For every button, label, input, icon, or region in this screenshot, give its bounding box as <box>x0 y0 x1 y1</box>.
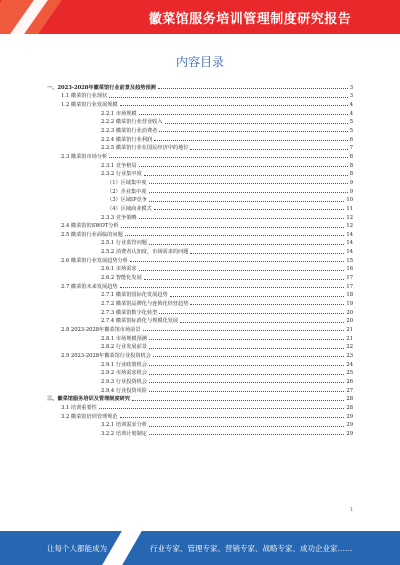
toc-leader-dots <box>109 97 347 98</box>
toc-entry-page: 9 <box>349 188 353 195</box>
toc-entry-label: 2.7.2 徽菜馆品牌化与连锁化经营趋势 <box>101 301 189 308</box>
toc-entry[interactable] <box>47 272 353 281</box>
toc-entry[interactable] <box>47 221 353 230</box>
toc-leader-dots <box>120 287 345 288</box>
toc-entry-label: 2.8.2 行业发展前景 <box>101 344 147 351</box>
toc-leader-dots <box>109 157 347 158</box>
footer-divider <box>102 531 142 565</box>
toc-leader-dots <box>149 201 344 202</box>
toc-leader-dots <box>149 192 348 193</box>
toc-entry[interactable] <box>47 117 353 126</box>
toc-leader-dots <box>158 88 348 89</box>
toc-entry[interactable] <box>47 108 353 117</box>
toc-entry-page: 4 <box>349 101 353 108</box>
toc-entry-label: 2.2.1 市场规模 <box>101 110 137 117</box>
toc-entry-label: 三、徽菜馆服务培训及管理制度研究 <box>47 396 131 403</box>
toc-entry[interactable] <box>47 143 353 152</box>
toc-entry[interactable] <box>47 342 353 351</box>
toc-entry-page: 8 <box>349 153 353 160</box>
toc-entry-label: 3.2 徽菜馆培训管理规范 <box>61 413 118 420</box>
toc-entry-page: 12 <box>346 214 353 221</box>
toc-entry-label: 2.9.4 行业投资风险 <box>101 387 147 394</box>
toc-entry-label: 2.6 徽菜馆行业发展趋势分析 <box>61 257 128 264</box>
toc-leader-dots <box>121 227 345 228</box>
toc-entry-label: 2.7.3 徽菜馆数字化转型 <box>101 309 158 316</box>
toc-entry-label: 2.2.2 徽菜馆行业营业收入 <box>101 119 163 126</box>
toc-entry-page: 29 <box>346 430 353 437</box>
toc-entry-label: 2.6.1 市场需求 <box>101 266 137 273</box>
toc-entry[interactable] <box>47 264 353 273</box>
footer-band <box>0 531 400 565</box>
toc-entry-label: （2）企业集中度 <box>107 188 147 195</box>
toc-entry-label: 1.1 徽菜馆行业现状 <box>61 93 108 100</box>
footer-slogan-right: 行业专家、管理专家、营销专家、战略专家、成功企业家…… <box>150 544 353 553</box>
toc-leader-dots <box>139 166 348 167</box>
toc-entry-page: 7 <box>349 145 353 152</box>
toc-entry-label: 2.3.1 竞争格局 <box>101 162 137 169</box>
toc-leader-dots <box>165 123 348 124</box>
toc-entry[interactable] <box>47 212 353 221</box>
toc-leader-dots <box>144 279 345 280</box>
toc-entry-label: （4）区域商业模式 <box>107 205 152 212</box>
toc-entry-page: 22 <box>346 344 353 351</box>
toc-leader-dots <box>170 296 345 297</box>
toc-entry-label: 2.2.4 徽菜馆行业利润 <box>101 136 153 143</box>
toc-leader-dots <box>149 339 344 340</box>
toc-entry-label: 一、2023-2028年徽菜馆行业前景及趋势预测 <box>47 84 156 91</box>
toc-entry-page: 8 <box>349 162 353 169</box>
toc-entry-label: （3）区域IP竞争 <box>107 197 147 204</box>
toc-entry-page: 14 <box>346 240 353 247</box>
table-of-contents <box>47 82 353 437</box>
toc-entry[interactable] <box>47 290 353 299</box>
toc-entry-page: 26 <box>346 378 353 385</box>
toc-leader-dots <box>120 105 348 106</box>
toc-entry-page: 20 <box>346 309 353 316</box>
toc-entry-page: 5 <box>349 127 353 134</box>
toc-entry-page: 20 <box>346 318 353 325</box>
toc-entry-page: 17 <box>346 275 353 282</box>
toc-entry[interactable] <box>47 177 353 186</box>
toc-entry[interactable] <box>47 428 353 437</box>
toc-entry[interactable] <box>47 281 353 290</box>
toc-entry[interactable] <box>47 298 353 307</box>
toc-entry-page: 11 <box>346 205 353 212</box>
toc-entry[interactable] <box>47 333 353 342</box>
toc-entry-page: 17 <box>346 283 353 290</box>
toc-leader-dots <box>139 114 348 115</box>
toc-entry-page: 28 <box>346 396 353 403</box>
report-title: 徽菜馆服务培训管理制度研究报告 <box>148 12 352 27</box>
toc-entry-page: 29 <box>346 413 353 420</box>
toc-leader-dots <box>139 270 345 271</box>
toc-entry[interactable] <box>47 402 353 411</box>
toc-entry[interactable] <box>47 125 353 134</box>
toc-entry[interactable] <box>47 316 353 325</box>
toc-entry-label: 2.4 徽菜馆的SWOT分析 <box>61 223 119 230</box>
toc-entry-page: 6 <box>349 136 353 143</box>
toc-entry-page: 28 <box>346 404 353 411</box>
toc-leader-dots <box>190 253 344 254</box>
toc-entry-label: 3.2.2 培训计划制定 <box>101 430 147 437</box>
toc-entry-label: 2.9.2 市场需求机会 <box>101 370 147 377</box>
toc-leader-dots <box>154 209 345 210</box>
toc-entry-page: 9 <box>349 179 353 186</box>
toc-leader-dots <box>149 365 344 366</box>
toc-entry-label: 2.7.1 徽菜馆国际化发展趋势 <box>101 292 168 299</box>
toc-entry-page: 21 <box>346 327 353 334</box>
page-number: 1 <box>350 508 353 513</box>
toc-entry[interactable] <box>47 394 353 403</box>
toc-entry[interactable] <box>47 368 353 377</box>
toc-entry-page: 4 <box>349 110 353 117</box>
toc-entry[interactable] <box>47 203 353 212</box>
toc-entry-page: 24 <box>346 361 353 368</box>
toc-leader-dots <box>125 235 345 236</box>
toc-entry-page: 19 <box>346 301 353 308</box>
toc-entry[interactable] <box>47 229 353 238</box>
toc-leader-dots <box>99 408 345 409</box>
toc-entry-page: 3 <box>349 93 353 100</box>
header-band <box>0 0 400 34</box>
toc-entry-page: 18 <box>346 292 353 299</box>
toc-entry-page: 16 <box>346 266 353 273</box>
toc-entry-label: 1.2 徽菜馆行业发展规模 <box>61 101 118 108</box>
toc-entry-page: 10 <box>346 197 353 204</box>
toc-entry-label: 2.9.1 行业政策机会 <box>101 361 147 368</box>
toc-entry-page: 12 <box>346 223 353 230</box>
toc-entry-label: 2.6.2 智能化发展 <box>101 275 142 282</box>
toc-entry-label: 2.2.3 徽菜馆行业消费者 <box>101 127 158 134</box>
toc-leader-dots <box>190 304 344 305</box>
toc-entry[interactable] <box>47 195 353 204</box>
toc-leader-dots <box>130 261 344 262</box>
toc-entry-page: 15 <box>346 257 353 264</box>
toc-leader-dots <box>149 244 344 245</box>
toc-entry-page: 21 <box>346 335 353 342</box>
toc-entry-page: 14 <box>346 231 353 238</box>
toc-entry[interactable] <box>47 359 353 368</box>
toc-leader-dots <box>190 149 347 150</box>
toc-entry-label: 2.8.1 市场规模预测 <box>101 335 147 342</box>
toc-entry-page: 23 <box>346 353 353 359</box>
toc-entry-label: 2.8 2023-2028年徽菜馆市场前景 <box>61 327 141 334</box>
toc-entry-page: 25 <box>346 370 353 377</box>
toc-entry-label: （1）区域集中度 <box>107 179 147 186</box>
toc-leader-dots <box>149 391 344 392</box>
toc-leader-dots <box>139 218 345 219</box>
toc-leader-dots <box>153 356 344 357</box>
toc-entry[interactable] <box>47 246 353 255</box>
toc-leader-dots <box>159 313 344 314</box>
toc-leader-dots <box>154 140 348 141</box>
toc-entry-label: 2.2.5 徽菜馆行业在国民经济中的地位 <box>101 145 189 152</box>
toc-entry[interactable] <box>47 82 353 91</box>
toc-entry[interactable] <box>47 307 353 316</box>
toc-entry[interactable] <box>47 411 353 420</box>
toc-entry-label: 3.1 培训重要性 <box>61 404 97 411</box>
toc-entry-label: 2.9 2023-2028年徽菜馆行业投资机会 <box>61 353 151 359</box>
toc-entry-page: 3 <box>349 84 353 91</box>
toc-entry-label: 2.3.2 行业集中度 <box>101 171 142 178</box>
footer-slogan-left: 让每个人都能成为 <box>47 544 107 553</box>
toc-entry-label: 2.3 徽菜馆市场分析 <box>61 153 108 160</box>
toc-entry[interactable] <box>47 238 353 247</box>
toc-entry-label: 2.7 徽菜馆未来发展趋势 <box>61 283 118 290</box>
toc-entry-label: 2.5.1 行业监管问题 <box>101 240 147 247</box>
toc-leader-dots <box>149 348 344 349</box>
toc-leader-dots <box>149 382 344 383</box>
toc-entry[interactable] <box>47 255 353 264</box>
toc-entry[interactable] <box>47 169 353 178</box>
toc-entry[interactable] <box>47 186 353 195</box>
toc-entry-page: 29 <box>346 422 353 429</box>
toc-entry[interactable] <box>47 420 353 429</box>
toc-entry[interactable] <box>47 151 353 160</box>
toc-entry[interactable] <box>47 385 353 394</box>
toc-heading: 内容目录 <box>175 55 224 69</box>
toc-entry[interactable] <box>47 376 353 385</box>
toc-entry[interactable] <box>47 160 353 169</box>
toc-leader-dots <box>149 426 344 427</box>
toc-entry-label: 2.5.2 消费者认知度，市场需求的问题 <box>101 249 189 256</box>
toc-leader-dots <box>144 175 348 176</box>
toc-leader-dots <box>159 131 347 132</box>
toc-entry-label: 2.9.3 行业投资机会 <box>101 378 147 385</box>
toc-leader-dots <box>149 374 344 375</box>
toc-entry-page: 14 <box>346 249 353 256</box>
toc-leader-dots <box>149 183 348 184</box>
toc-entry-page: 8 <box>349 171 353 178</box>
toc-entry[interactable] <box>47 91 353 100</box>
toc-entry-label: 2.7.4 徽菜馆标准化与规模化发展 <box>101 318 179 325</box>
toc-entry-page: 5 <box>349 119 353 126</box>
toc-leader-dots <box>120 417 345 418</box>
toc-entry-page: 27 <box>346 387 353 394</box>
toc-leader-dots <box>149 434 344 435</box>
toc-entry[interactable] <box>47 99 353 108</box>
toc-entry[interactable] <box>47 134 353 143</box>
toc-entry[interactable] <box>47 350 353 359</box>
toc-entry-label: 3.2.1 培训需求分析 <box>101 422 147 429</box>
toc-entry[interactable] <box>47 324 353 333</box>
toc-leader-dots <box>143 330 345 331</box>
toc-leader-dots <box>180 322 344 323</box>
toc-entry-label: 2.3.3 竞争策略 <box>101 214 137 221</box>
toc-leader-dots <box>132 400 344 401</box>
toc-entry-label: 2.5 徽菜馆行业面临的问题 <box>61 231 123 238</box>
